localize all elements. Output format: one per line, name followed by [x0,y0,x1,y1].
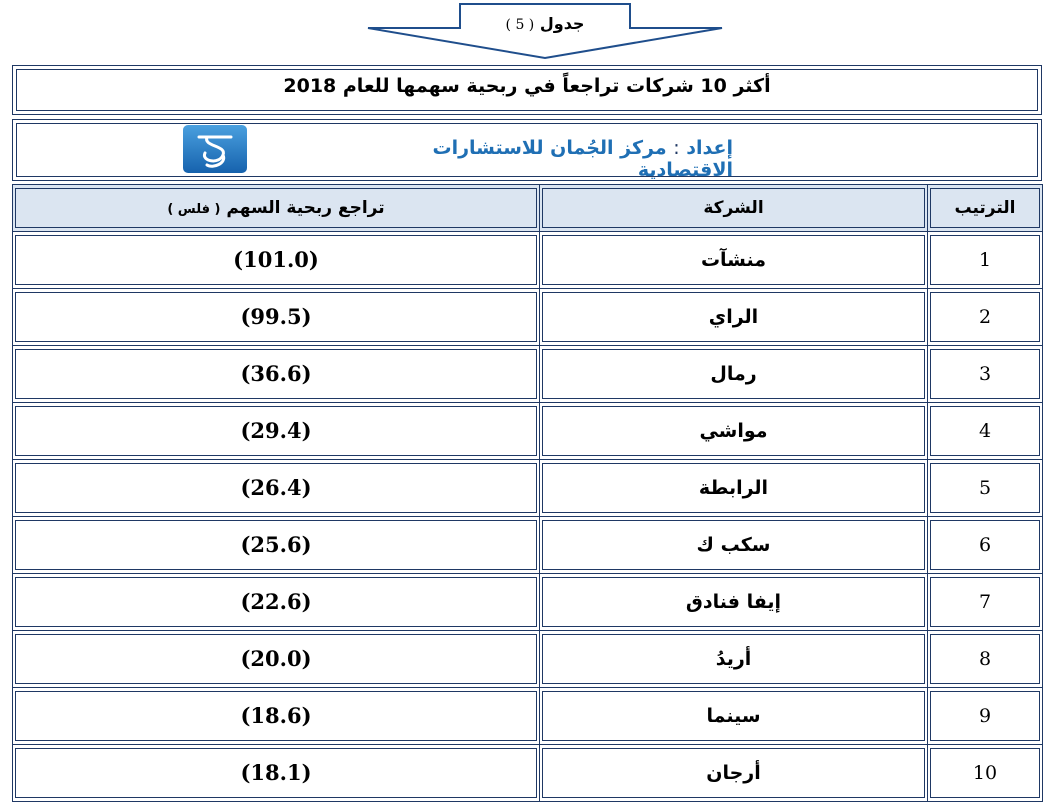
value-cell [13,289,540,346]
company-cell [540,745,928,802]
company-cell-text: الرابطة [542,463,925,513]
rank-cell-text: 8 [930,634,1040,684]
rank-cell [928,745,1043,802]
company-cell [540,289,928,346]
rank-cell-text: 4 [930,406,1040,456]
table-row [13,574,1043,631]
credit-line [353,137,733,181]
rank-cell-text: 1 [930,235,1040,285]
rank-cell-text: 6 [930,520,1040,570]
company-cell-text: سينما [542,691,925,741]
rank-cell [928,232,1043,289]
table-word: جدول [539,14,585,33]
rank-cell [928,631,1043,688]
value-cell [13,517,540,574]
credit-prefix: إعداد [686,137,733,159]
header-rank: الترتيب [928,185,1043,232]
rank-cell [928,403,1043,460]
company-cell-text: إيفا فنادق [542,577,925,627]
credit-box [12,119,1042,181]
credit-separator: : [673,137,680,159]
company-cell-text: منشآت [542,235,925,285]
value-cell-text: (18.1) [15,748,537,798]
table-row [13,232,1043,289]
company-cell-text: رمال [542,349,925,399]
company-cell [540,460,928,517]
title-box [12,65,1042,115]
value-cell-text: (25.6) [15,520,537,570]
table-row [13,517,1043,574]
company-cell [540,403,928,460]
value-cell-text: (99.5) [15,292,537,342]
company-cell-text: سكب ك [542,520,925,570]
rank-cell [928,688,1043,745]
table-number: ( 5 ) [505,17,535,33]
value-cell [13,745,540,802]
value-cell-text: (22.6) [15,577,537,627]
data-table [12,184,1043,802]
value-cell-text: (18.6) [15,691,537,741]
company-cell [540,574,928,631]
company-cell-text: مواشي [542,406,925,456]
header-unit: ( فلس ) [167,202,221,217]
rank-cell-text: 2 [930,292,1040,342]
value-cell-text: (29.4) [15,406,537,456]
rank-cell [928,289,1043,346]
rank-cell-text: 7 [930,577,1040,627]
table-number-arrow [366,2,724,60]
jumaan-logo-icon [183,125,247,173]
table-row [13,289,1043,346]
company-cell [540,346,928,403]
company-cell-text: أرجان [542,748,925,798]
table-number-label [366,14,724,33]
rank-cell [928,346,1043,403]
value-cell [13,403,540,460]
rank-cell [928,517,1043,574]
value-cell [13,460,540,517]
table-header-row [13,185,1043,232]
company-cell [540,631,928,688]
header-change: تراجع ربحية السهم ( فلس ) [13,185,540,232]
company-cell-text: الراي [542,292,925,342]
value-cell [13,688,540,745]
company-cell-text: أريدُ [542,634,925,684]
value-cell [13,232,540,289]
table-row [13,688,1043,745]
table-row [13,460,1043,517]
value-cell-text: (101.0) [15,235,537,285]
table-row [13,745,1043,802]
value-cell [13,346,540,403]
table-row [13,346,1043,403]
rank-cell-text: 5 [930,463,1040,513]
company-cell [540,517,928,574]
table-row [13,631,1043,688]
credit-name: مركز الجُمان للاستشارات الاقتصادية [432,137,733,181]
company-cell [540,232,928,289]
value-cell-text: (26.4) [15,463,537,513]
company-cell [540,688,928,745]
page-title: أكثر 10 شركات تراجعاً في ربحية سهمها للعام 2018 [283,75,771,97]
rank-cell [928,460,1043,517]
rank-cell-text: 10 [930,748,1040,798]
value-cell-text: (36.6) [15,349,537,399]
header-company: الشركة [540,185,928,232]
rank-cell-text: 9 [930,691,1040,741]
rank-cell-text: 3 [930,349,1040,399]
rank-cell [928,574,1043,631]
table-row [13,403,1043,460]
value-cell-text: (20.0) [15,634,537,684]
value-cell [13,631,540,688]
value-cell [13,574,540,631]
